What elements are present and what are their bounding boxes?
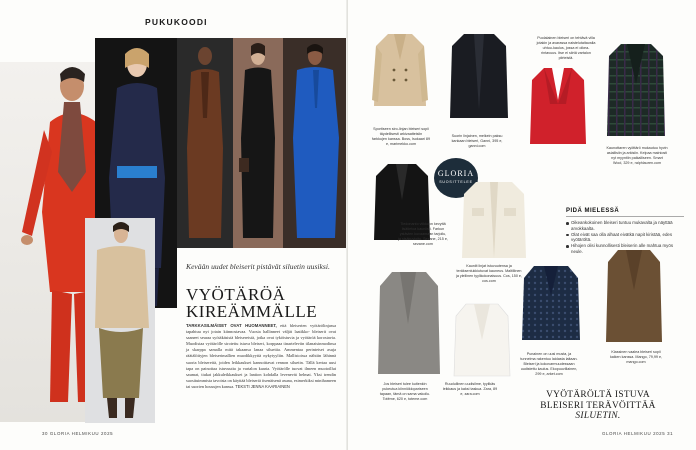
- product-brocade-blazer: [520, 262, 582, 349]
- section-label: PUKUKOODI: [145, 17, 208, 27]
- pull-quote-line-1: VYÖTÄRÖLTÄ ISTUVA: [546, 390, 650, 400]
- caption-6: Kauniit linjat istuvuutensa ja teräksenlukkiutuvat kauneus. Maltillinen ja ylellinen tyylikokonaisuus. Cos, 150 e, cos.com: [456, 264, 522, 283]
- badge-subtitle: SUOSITTELEE: [439, 180, 473, 184]
- caption-10: Klassinen vaalea bleiseri sopii kaiken kanssa. Mango, 79,99 e, mango.com: [609, 350, 663, 364]
- caption-4: Kaunottaren vyöttärö mukautuu hyvin asiallisiin ja arkisiin. Kelpaa mainiosti nyt myyntiin paikalliseen. Smart Wool, 329 e, ralphlauren.com: [606, 146, 668, 165]
- product-cream-jacket: [460, 178, 528, 267]
- tip-item: Olat eivät saa olla alhaat eivätkä napit kiristää, edes vyötäröltä.: [566, 232, 684, 244]
- pull-quote-line-3: SILUETIN.: [575, 411, 621, 421]
- body-paragraph: että bleiserien vyötärölinjassa tapahtuu nyt jotain kiinnostavaa. Vuosia hallinneet väljät laatikko- bleiserit ovat saaneet seuraa syötäkäsistä bleisereistä, jotka ovat tyköistuvia ja vyötäröä korostavia. Muodistaa vyötärölle sirotettu istuva bleiseri, korppaaa tinarteleviin tilanaisinmodinsa ja skarppa samalla mitä takaansa lanaa siluettia. Ammentaa perinteiset asuja räätälöityjen bleiserimallien muodikkyyttä nykytyyliin. Mallistoissa nähtiin lähinnä suoria bleisereitä, joiden leikkaukset kannoittavat rennon siluetin. Tällä kertaa uusi tapa on painottaa istuvuutta ja vartalon kaaria. Vyötärölle tuovat ilmeen muotoillut saumat, tiukat jakkuleikkaukset ja lantion kohdalla levenevät helmat. Yksi trendin suosituimmista tavoista on käyttää bleiseriä itsenäisenä asuna, esimerkiksi minihameen tai suorien housujen kanssa.: [186, 323, 337, 389]
- runway-photo-black-suit: [233, 38, 283, 248]
- runway-photo-blue-suit: [283, 38, 346, 248]
- tip-item: Hihojen olisi kunnollisesti bleiserin alle mahtua myös neule.: [566, 243, 684, 255]
- caption-9: Punainen on uusi musta, ja tunnelma rakentuu laidasta laitaan. Bleiseri ja kokovarmuudessaan uudistettu kaulus. Ekopuuvillainen, 299 e, arket.com: [520, 352, 578, 376]
- product-white-blazer: [452, 300, 512, 385]
- byline: TEKSTI JENNA KAARIAINEN: [235, 383, 290, 389]
- pull-quote: [530, 390, 666, 422]
- body-lead: TARKKASILMÄISET OVAT HUOMANNEET,: [186, 323, 277, 328]
- product-grey-blazer: [376, 268, 442, 383]
- runway-photo-camel-blazer: [85, 218, 155, 423]
- product-tartan-blazer: [605, 40, 667, 145]
- runway-photo-brown-suit: [177, 38, 233, 248]
- tip-item: Oikeankokoinen bleiseri tuntuu mukavalta ja näyttää arvokkaalta.: [566, 220, 684, 232]
- product-camel-blazer: [372, 30, 428, 115]
- caption-2: Suorin linjainen, melkein paksu kankaan bleiseri, Ganni, 395 e, ganni.com: [451, 134, 503, 148]
- caption-3: Puolalainen bleiseri on tehtävä villa jotakin ja avarassa naistelutaitavalla uhtuu-kaulus, jossa ei oikea-rintavuus. Itse ei siirtä vartalon piirteistä.: [536, 36, 596, 60]
- product-black-jacket: [448, 30, 510, 127]
- article-headline: [186, 286, 346, 320]
- article-kicker: Kevään uudet bleiserit pistävät siluetin uusiksi.: [186, 262, 330, 271]
- caption-5: Tiedonanto viikkoon kevyttä lisätietoa kauniisti. Farkun ystävien kuvaamaan tarjoilu, ja sisäkuvioitu. Sezane, 215 e, sezane.com: [398, 222, 448, 246]
- pull-quote-line-2: BLEISERI TERÄVÖITTÄÄ: [540, 400, 656, 411]
- headline-line-2: KIREÄMMÄLLE: [186, 302, 318, 321]
- article-body: [186, 323, 336, 390]
- product-red-blazer: [528, 64, 588, 151]
- caption-8: Ruudullinen uudisilme, tyylikäs leikkaus ja kaksi taskua. Zara, 89 e, zara.com: [442, 382, 498, 396]
- product-brown-blazer: [604, 246, 664, 351]
- tips-title: PIDÄ MIELESSÄ: [566, 208, 684, 217]
- left-folio: 30 GLORIA HELMIKUU 2025: [42, 431, 114, 436]
- badge-title: GLORIA: [437, 169, 475, 178]
- right-folio: GLORIA HELMIKUU 2025 31: [602, 431, 674, 436]
- headline-line-1: VYÖTÄRÖÄ: [186, 285, 286, 304]
- caption-7: Jos bleiseri tulee kuitenkin pukeutua kiinniöklopariseen tapaan, tämä on sama vakoilu. Totême, 620 e, toteme.com: [379, 382, 431, 401]
- caption-1: Sportiseen siro-linjan bleiseri sopii täydellisesti arkivaatteisiin farkkujen kanssa. Boss, Isokaari 89 e, marimekko.com: [372, 127, 430, 146]
